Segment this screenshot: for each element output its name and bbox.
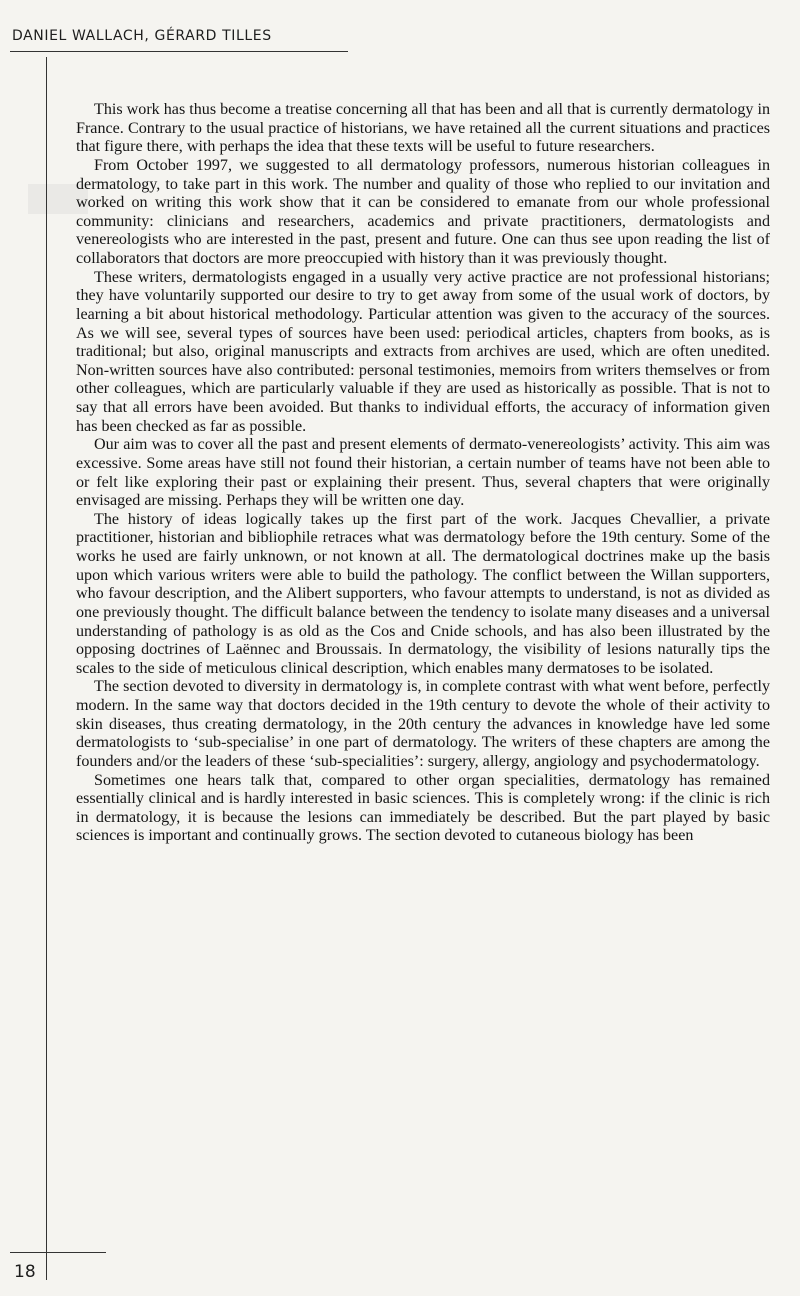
margin-rule <box>46 57 47 1280</box>
footer-rule <box>10 1252 106 1253</box>
body-text <box>76 101 770 846</box>
paragraph-1: This work has thus become a treatise concerning all that has been and all that is currently dermatology in France. Contrary to the usual practice of historians, we have retained all the current situations and practices that figure there, with perhaps the idea that these texts will be useful to future researchers. <box>76 101 770 156</box>
paragraph-3: These writers, dermatologists engaged in a usually very active practice are not professional historians; they have voluntarily supported our desire to try to get away from some of the usual work of doctors, by learning a bit about historical methodology. Particular attention was given to the accuracy of the sources. As we will see, several types of sources have been used: periodical articles, chapters from books, as is traditional; but also, original manuscripts and extracts from archives are used, which are often unedited. Non-written sources have also contributed: personal testimonies, memoirs from writers themselves or from other colleagues, which are particularly valuable if they are used as historically as possible. That is not to say that all errors have been avoided. But thanks to individual efforts, the accuracy of information given has been checked as far as possible. <box>76 268 770 435</box>
page-number: 18 <box>14 1262 36 1282</box>
running-head: DANIEL WALLACH, GÉRARD TILLES <box>12 28 272 44</box>
header-rule <box>10 51 348 52</box>
paragraph-2: From October 1997, we suggested to all dermatology professors, numerous historian colleagues in dermatology, to take part in this work. The number and quality of those who replied to our invitation and worked on writing this work show that it can be considered to emanate from our whole professional community: clinicians and researchers, academics and private practitioners, dermatologists and venereologists who are interested in the past, present and future. One can thus see upon reading the list of collaborators that doctors are more preoccupied with history than it was previously thought. <box>76 156 770 267</box>
paragraph-6: The section devoted to diversity in dermatology is, in complete contrast with what went before, perfectly modern. In the same way that doctors decided in the 19th century to devote the whole of their activity to skin diseases, thus creating dermatology, in the 20th century the advances in knowledge have led some dermatologists to ‘sub-specialise’ in one part of dermatology. The writers of these chapters are among the founders and/or the leaders of these ‘sub-specialities’: surgery, allergy, angiology and psychodermatology. <box>76 678 770 770</box>
paragraph-4: Our aim was to cover all the past and present elements of dermato-venereologists’ activity. This aim was excessive. Some areas have still not found their historian, a certain number of teams have not been able to or felt like exploring their past or explaining their present. Thus, several chapters that were originally envisaged are missing. Perhaps they will be written one day. <box>76 436 770 510</box>
paragraph-5: The history of ideas logically takes up the first part of the work. Jacques Chevallier, a private practitioner, historian and bibliophile retraces what was dermatology before the 19th century. Some of the works he used are fairly unknown, or not known at all. The dermatological doctrines make up the basis upon which various writers were able to build the pathology. The conflict between the Willan supporters, who favour description, and the Alibert supporters, who favour attempts to understand, is not as divided as one previously thought. The difficult balance between the tendency to isolate many diseases and a universal understanding of pathology is as old as the Cos and Cnide schools, and has also been illustrated by the opposing doctrines of Laënnec and Broussais. In dermatology, the visibility of lesions naturally tips the scales to the side of meticulous clinical description, which enables many dermatoses to be isolated. <box>76 510 770 677</box>
paragraph-7: Sometimes one hears talk that, compared to other organ specialities, dermatology has remained essentially clinical and is hardly interested in basic sciences. This is completely wrong: if the clinic is rich in dermatology, it is because the lesions can immediately be described. But the part played by basic sciences is important and continually grows. The section devoted to cutaneous biology has been <box>76 771 770 845</box>
